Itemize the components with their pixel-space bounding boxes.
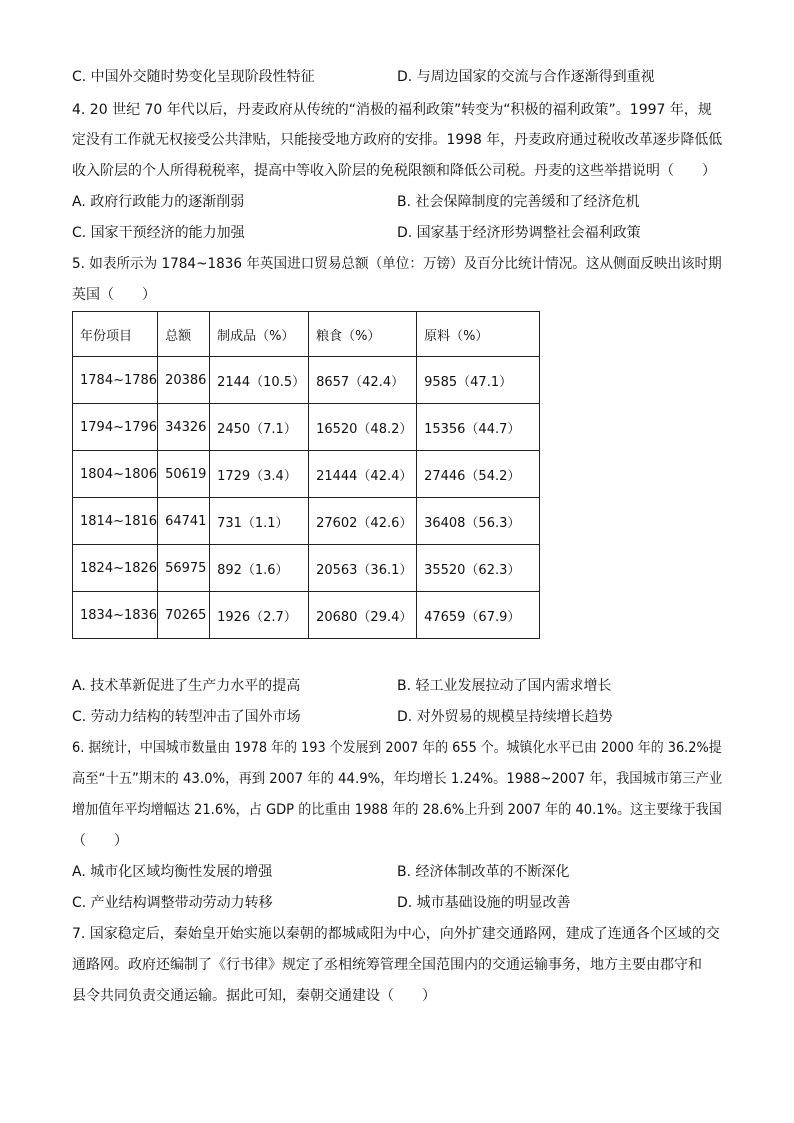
table-cell: 1814~1816	[73, 498, 158, 545]
table-cell: 21444（42.4）	[309, 451, 417, 498]
import-trade-table	[72, 311, 540, 639]
q6-text-line: 6. 据统计，中国城市数量由 1978 年的 193 个发展到 2007 年的 655 个。城镇化水平已由 2000 年的 36.2%提	[72, 740, 722, 756]
table-cell: 9585（47.1）	[417, 357, 540, 404]
table-cell: 8657（42.4）	[309, 357, 417, 404]
table-cell: 56975	[158, 545, 210, 592]
table-cell: 36408（56.3）	[417, 498, 540, 545]
table-cell: 1926（2.7）	[210, 592, 309, 639]
q5-text-line: 英国（ ）	[72, 287, 156, 303]
q6-option-c: C. 产业结构调整带动劳动力转移	[72, 895, 273, 911]
table-cell: 20386	[158, 357, 210, 404]
q5-text-line: 5. 如表所示为 1784~1836 年英国进口贸易总额（单位：万镑）及百分比统计情况。这从侧面反映出该时期	[72, 256, 722, 272]
table-row	[73, 498, 540, 545]
q6-text-line: 高至“十五”期末的 43.0%，再到 2007 年的 44.9%，年均增长 1.24%。1988~2007 年，我国城市第三产业	[72, 771, 723, 787]
table-cell: 50619	[158, 451, 210, 498]
q6-option-b: B. 经济体制改革的不断深化	[397, 864, 570, 880]
q4-text-line: 收入阶层的个人所得税税率，提高中等收入阶层的免税限额和降低公司税。丹麦的这些举措说明（ ）	[72, 163, 716, 179]
q4-text-line: 定没有工作就无权接受公共津贴，只能接受地方政府的安排。1998 年，丹麦政府通过税收改革逐步降低低	[72, 132, 723, 148]
table-cell: 27446（54.2）	[417, 451, 540, 498]
table-header-row	[73, 312, 540, 357]
q7-text-line: 7. 国家稳定后，秦始皇开始实施以秦朝的都城咸阳为中心，向外扩建交通路网，建成了连通各个区域的交	[72, 926, 720, 942]
table-cell: 1834~1836	[73, 592, 158, 639]
q5-option-c: C. 劳动力结构的转型冲击了国外市场	[72, 709, 301, 725]
q6-option-a: A. 城市化区域均衡性发展的增强	[72, 864, 273, 880]
table-cell: 47659（67.9）	[417, 592, 540, 639]
q5-option-d: D. 对外贸易的规模呈持续增长趋势	[397, 709, 613, 725]
q7-text-line: 县令共同负责交通运输。据此可知，秦朝交通建设（ ）	[72, 988, 436, 1004]
table-cell: 34326	[158, 404, 210, 451]
table-header-cell: 制成品（%）	[210, 312, 309, 357]
table-cell: 1729（3.4）	[210, 451, 309, 498]
table-cell: 20563（36.1）	[309, 545, 417, 592]
table-cell: 1784~1786	[73, 357, 158, 404]
q3-option-c: C. 中国外交随时势变化呈现阶段性特征	[72, 69, 315, 85]
table-cell: 27602（42.6）	[309, 498, 417, 545]
q6-text-line: （ ）	[72, 833, 128, 849]
table-row	[73, 592, 540, 639]
table-cell: 15356（44.7）	[417, 404, 540, 451]
q7-text-line: 通路网。政府还编制了《行书律》规定了丞相统筹管理全国范围内的交通运输事务，地方主要由郡守和	[72, 957, 702, 973]
table-row	[73, 545, 540, 592]
table-cell: 2450（7.1）	[210, 404, 309, 451]
table-cell: 20680（29.4）	[309, 592, 417, 639]
q6-option-d: D. 城市基础设施的明显改善	[397, 895, 571, 911]
q3-option-d: D. 与周边国家的交流与合作逐渐得到重视	[397, 69, 655, 85]
q4-option-b: B. 社会保障制度的完善缓和了经济危机	[397, 194, 640, 210]
table-row	[73, 404, 540, 451]
table-header-cell: 粮食（%）	[309, 312, 417, 357]
table-header-cell: 总额	[158, 312, 210, 357]
table-cell: 2144（10.5）	[210, 357, 309, 404]
table-header-cell: 年份项目	[73, 312, 158, 357]
table-header-cell: 原料（%）	[417, 312, 540, 357]
table-cell: 1804~1806	[73, 451, 158, 498]
table-row	[73, 357, 540, 404]
table-row	[73, 451, 540, 498]
q4-text-line: 4. 20 世纪 70 年代以后，丹麦政府从传统的“消极的福利政策”转变为“积极的福利政策”。1997 年，规	[72, 102, 712, 118]
q4-option-d: D. 国家基于经济形势调整社会福利政策	[397, 225, 641, 241]
table-cell: 35520（62.3）	[417, 545, 540, 592]
q6-text-line: 增加值年平均增幅达 21.6%，占 GDP 的比重由 1988 年的 28.6%上升到 2007 年的 40.1%。这主要缘于我国	[72, 802, 722, 818]
q5-option-b: B. 轻工业发展拉动了国内需求增长	[397, 678, 612, 694]
table-cell: 64741	[158, 498, 210, 545]
q5-option-a: A. 技术革新促进了生产力水平的提高	[72, 678, 301, 694]
table-cell: 731（1.1）	[210, 498, 309, 545]
table-cell: 1824~1826	[73, 545, 158, 592]
table-cell: 70265	[158, 592, 210, 639]
table-cell: 16520（48.2）	[309, 404, 417, 451]
q4-option-a: A. 政府行政能力的逐渐削弱	[72, 194, 245, 210]
table-cell: 1794~1796	[73, 404, 158, 451]
q4-option-c: C. 国家干预经济的能力加强	[72, 225, 245, 241]
table-cell: 892（1.6）	[210, 545, 309, 592]
